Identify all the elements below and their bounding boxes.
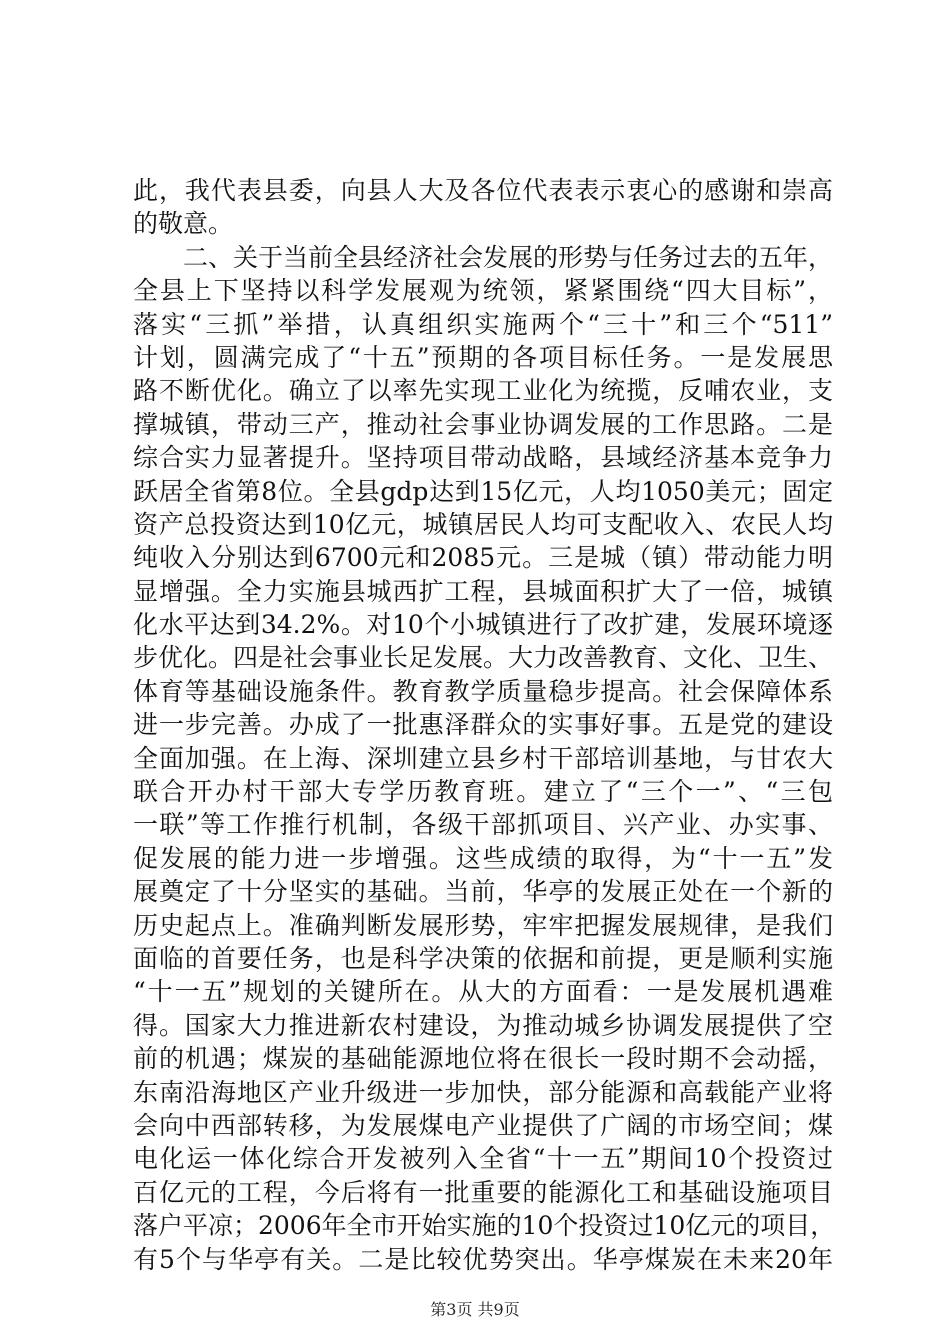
text-line: “十一五”规划的关键所在。从大的方面看：一是发展机遇难: [133, 977, 833, 1007]
text-line: 东南沿海地区产业升级进一步加快，部分能源和高载能产业将: [133, 1077, 833, 1107]
text-line: 电化运一体化综合开发被列入全省“十一五”期间10个投资过: [133, 1144, 833, 1174]
text-line: 有5个与华亭有关。二是比较优势突出。华亭煤炭在未来20年: [133, 1244, 833, 1274]
text-line: 历史起点上。准确判断发展形势，牢牢把握发展规律，是我们: [133, 910, 833, 940]
text-line: 一联”等工作推行机制，各级干部抓项目、兴产业、办实事、: [133, 810, 833, 840]
text-line: 路不断优化。确立了以率先实现工业化为统揽，反哺农业，支: [133, 376, 833, 406]
text-line: 得。国家大力推进新农村建设，为推动城乡协调发展提供了空: [133, 1010, 833, 1040]
text-line: 资产总投资达到10亿元，城镇居民人均可支配收入、农民人均: [133, 509, 833, 539]
text-line: 促发展的能力进一步增强。这些成绩的取得，为“十一五”发: [133, 843, 833, 873]
text-line: 计划，圆满完成了“十五”预期的各项目标任务。一是发展思: [133, 342, 833, 372]
text-line: 全面加强。在上海、深圳建立县乡村干部培训基地，与甘农大: [133, 743, 833, 773]
text-line: 展奠定了十分坚实的基础。当前，华亭的发展正处在一个新的: [133, 877, 833, 907]
document-body: [133, 174, 836, 1276]
text-line: 落户平凉；2006年全市开始实施的10个投资过10亿元的项目，: [133, 1211, 836, 1241]
text-line: 前的机遇；煤炭的基础能源地位将在很长一段时期不会动摇，: [133, 1044, 833, 1074]
text-line: 落实“三抓”举措，认真组织实施两个“三十”和三个“511”: [133, 309, 833, 339]
text-line: 体育等基础设施条件。教育教学质量稳步提高。社会保障体系: [133, 676, 833, 706]
text-line: 显增强。全力实施县城西扩工程，县城面积扩大了一倍，城镇: [133, 576, 833, 606]
text-line: 此，我代表县委，向县人大及各位代表表示衷心的感谢和崇高: [133, 176, 833, 205]
page-number-footer: 第3页 共9页: [430, 1300, 520, 1319]
text-line: 全县上下坚持以科学发展观为统领，紧紧围绕“四大目标”，: [133, 276, 833, 306]
text-line: 纯收入分别达到6700元和2085元。三是城（镇）带动能力明: [133, 543, 833, 573]
text-line: 化水平达到34.2%。对10个小城镇进行了改扩建，发展环境逐: [133, 610, 833, 640]
text-line: 综合实力显著提升。坚持项目带动战略，县域经济基本竞争力: [133, 443, 833, 473]
text-line: 会向中西部转移，为发展煤电产业提供了广阔的市场空间；煤: [133, 1110, 833, 1140]
text-line: 面临的首要任务，也是科学决策的依据和前提，更是顺利实施: [133, 943, 833, 973]
text-line: 百亿元的工程，今后将有一批重要的能源化工和基础设施项目: [133, 1177, 833, 1207]
text-line: 联合开办村干部大专学历教育班。建立了“三个一”、“三包: [133, 777, 833, 807]
text-line: 步优化。四是社会事业长足发展。大力改善教育、文化、卫生、: [133, 643, 834, 673]
text-line: 进一步完善。办成了一批惠泽群众的实事好事。五是党的建设: [133, 710, 833, 740]
text-line: 跃居全省第8位。全县gdp达到15亿元，人均1050美元；固定: [133, 476, 833, 506]
text-line: 的敬意。: [133, 209, 234, 239]
text-line: 撑城镇，带动三产，推动社会事业协调发展的工作思路。二是: [133, 409, 833, 439]
paragraph-start-line: 二、关于当前全县经济社会发展的形势与任务过去的五年，: [183, 242, 834, 272]
